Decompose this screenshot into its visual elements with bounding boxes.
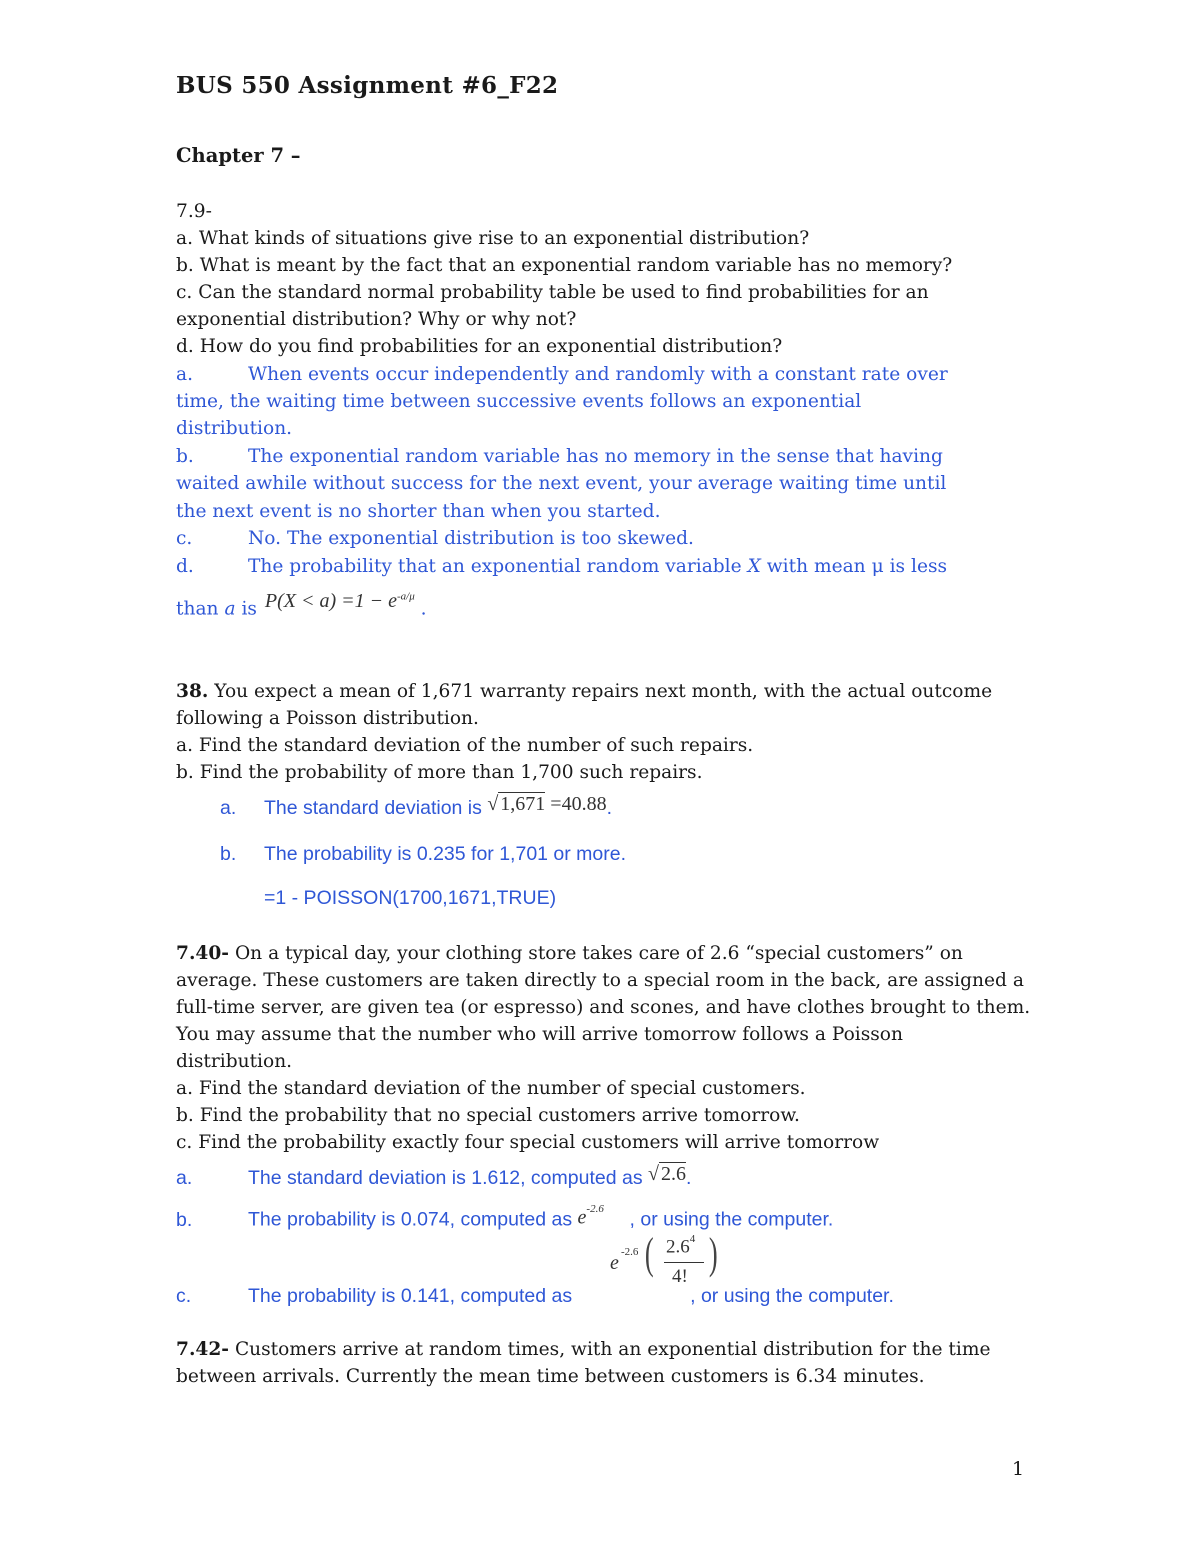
answer-7-9-c <box>176 525 694 552</box>
question-7-42-line-2: between arrivals. Currently the mean time between customers is 6.34 minutes. <box>176 1366 925 1387</box>
question-38-part-b: b. Find the probability of more than 1,700 such repairs. <box>176 762 703 783</box>
sqrt-expression: √ 2.6 <box>648 1163 686 1185</box>
formula-denominator: 4! <box>672 1266 688 1287</box>
answer-text: The standard deviation is <box>264 797 482 819</box>
right-paren-icon: ) <box>708 1229 718 1278</box>
question-text: On a typical day, your clothing store takes care of 2.6 “special customers” on <box>234 943 963 964</box>
question-7-9-part-b: b. What is meant by the fact that an exponential random variable has no memory? <box>176 255 953 276</box>
answer-label: b. <box>220 843 237 865</box>
answer-7-40-c <box>176 1283 894 1310</box>
left-paren-icon: ( <box>644 1229 654 1278</box>
answer-end: . <box>686 1167 692 1189</box>
answer-label: a. <box>176 1167 193 1189</box>
answer-end: . <box>606 797 612 819</box>
answer-7-9-d-line-2 <box>176 591 427 623</box>
answer-text: No. The exponential distribution is too skewed. <box>248 528 694 549</box>
answer-end: , or using the computer. <box>690 1285 894 1307</box>
question-text: Customers arrive at random times, with an exponential distribution for the time <box>234 1339 991 1360</box>
question-7-9-label: 7.9- <box>176 201 212 222</box>
answer-7-9-d-line-1 <box>176 553 947 580</box>
answer-7-40-b <box>176 1202 833 1234</box>
answer-end: . <box>420 598 427 620</box>
answer-text: The probability is 0.235 for 1,701 or more. <box>264 843 627 865</box>
question-38-part-a: a. Find the standard deviation of the number of such repairs. <box>176 735 754 756</box>
question-7-40-line-2: average. These customers are taken directly to a special room in the back, are assigned a <box>176 970 1024 991</box>
question-7-40-line-4: You may assume that the number who will arrive tomorrow follows a Poisson <box>176 1024 903 1045</box>
variable-a: a <box>224 598 236 620</box>
answer-text: is <box>241 598 257 620</box>
answer-label: a. <box>176 364 193 385</box>
answer-label: d. <box>176 556 194 577</box>
answer-7-9-b-line-3: the next event is no shorter than when you started. <box>176 501 661 522</box>
question-7-40-line-1 <box>176 940 963 967</box>
answer-text: The probability that an exponential random variable <box>248 556 742 577</box>
answer-text: than <box>176 598 219 620</box>
question-38-line-1 <box>176 678 992 705</box>
exponential-cdf-formula: $P(X < a) =1 - e^{-a/\mu}$ <box>264 589 415 612</box>
answer-7-9-b-line-2: waited awhile without success for the next event, your average waiting time until <box>176 473 947 494</box>
answer-label: c. <box>176 528 193 549</box>
question-7-40-line-5: distribution. <box>176 1051 293 1072</box>
answer-7-9-a-line-1 <box>176 361 948 388</box>
answer-text: with mean <box>766 556 866 577</box>
answer-38-formula: =1 - POISSON(1700,1671,TRUE) <box>264 887 557 909</box>
answer-7-9-a-line-2: time, the waiting time between successive events follows an exponential <box>176 391 862 412</box>
exponential-expression: $e^{-2.6}$ <box>577 1203 604 1229</box>
answer-label: c. <box>176 1285 192 1307</box>
answer-text: The probability is 0.141, computed as <box>248 1285 573 1307</box>
document-title: BUS 550 Assignment #6_F22 <box>176 72 559 99</box>
variable-x: X <box>747 556 761 577</box>
question-7-40-part-a: a. Find the standard deviation of the number of special customers. <box>176 1078 806 1099</box>
answer-7-9-a-line-3: distribution. <box>176 418 293 439</box>
question-7-9-part-a: a. What kinds of situations give rise to an exponential distribution? <box>176 228 810 249</box>
fraction-bar <box>664 1262 704 1263</box>
formula-base: e <box>610 1252 619 1274</box>
mu-symbol: μ <box>871 556 884 577</box>
page-number: 1 <box>1012 1458 1025 1480</box>
question-7-40-part-c: c. Find the probability exactly four special customers will arrive tomorrow <box>176 1132 880 1153</box>
answer-7-9-b-line-1 <box>176 443 943 470</box>
answer-38-a <box>220 795 612 822</box>
answer-end: , or using the computer. <box>629 1208 834 1231</box>
question-7-40-part-b: b. Find the probability that no special customers arrive tomorrow. <box>176 1105 800 1126</box>
answer-text: is less <box>889 556 948 577</box>
answer-text: When events occur independently and randomly with a constant rate over <box>248 364 948 385</box>
question-7-40-line-3: full-time server, are given tea (or espresso) and scones, and have clothes brought to them. <box>176 997 1031 1018</box>
answer-text: The standard deviation is 1.612, computed as <box>248 1167 643 1189</box>
question-7-9-part-d: d. How do you find probabilities for an exponential distribution? <box>176 336 783 357</box>
answer-label: a. <box>220 797 237 819</box>
sqrt-expression: √ 1,671 =40.88 <box>487 793 607 815</box>
question-7-42-label: 7.42- <box>176 1339 230 1360</box>
answer-7-40-a <box>176 1165 691 1192</box>
question-38-label: 38. <box>176 681 209 702</box>
question-7-9-part-c-cont: exponential distribution? Why or why not? <box>176 309 577 330</box>
question-7-9-part-c: c. Can the standard normal probability table be used to find probabilities for an <box>176 282 929 303</box>
question-38-line-2: following a Poisson distribution. <box>176 708 479 729</box>
answer-label: b. <box>176 1208 193 1231</box>
answer-label: b. <box>176 446 194 467</box>
answer-text: The exponential random variable has no memory in the sense that having <box>248 446 943 467</box>
answer-38-b <box>220 841 626 868</box>
question-7-40-label: 7.40- <box>176 943 230 964</box>
question-text: You expect a mean of 1,671 warranty repairs next month, with the actual outcome <box>214 681 993 702</box>
formula-exponent: -2.6 <box>621 1246 639 1258</box>
answer-text: The probability is 0.074, computed as <box>248 1208 573 1231</box>
chapter-heading: Chapter 7 – <box>176 144 301 167</box>
formula-numerator: $2.6^4$ <box>666 1233 696 1258</box>
question-7-42-line-1 <box>176 1336 990 1363</box>
